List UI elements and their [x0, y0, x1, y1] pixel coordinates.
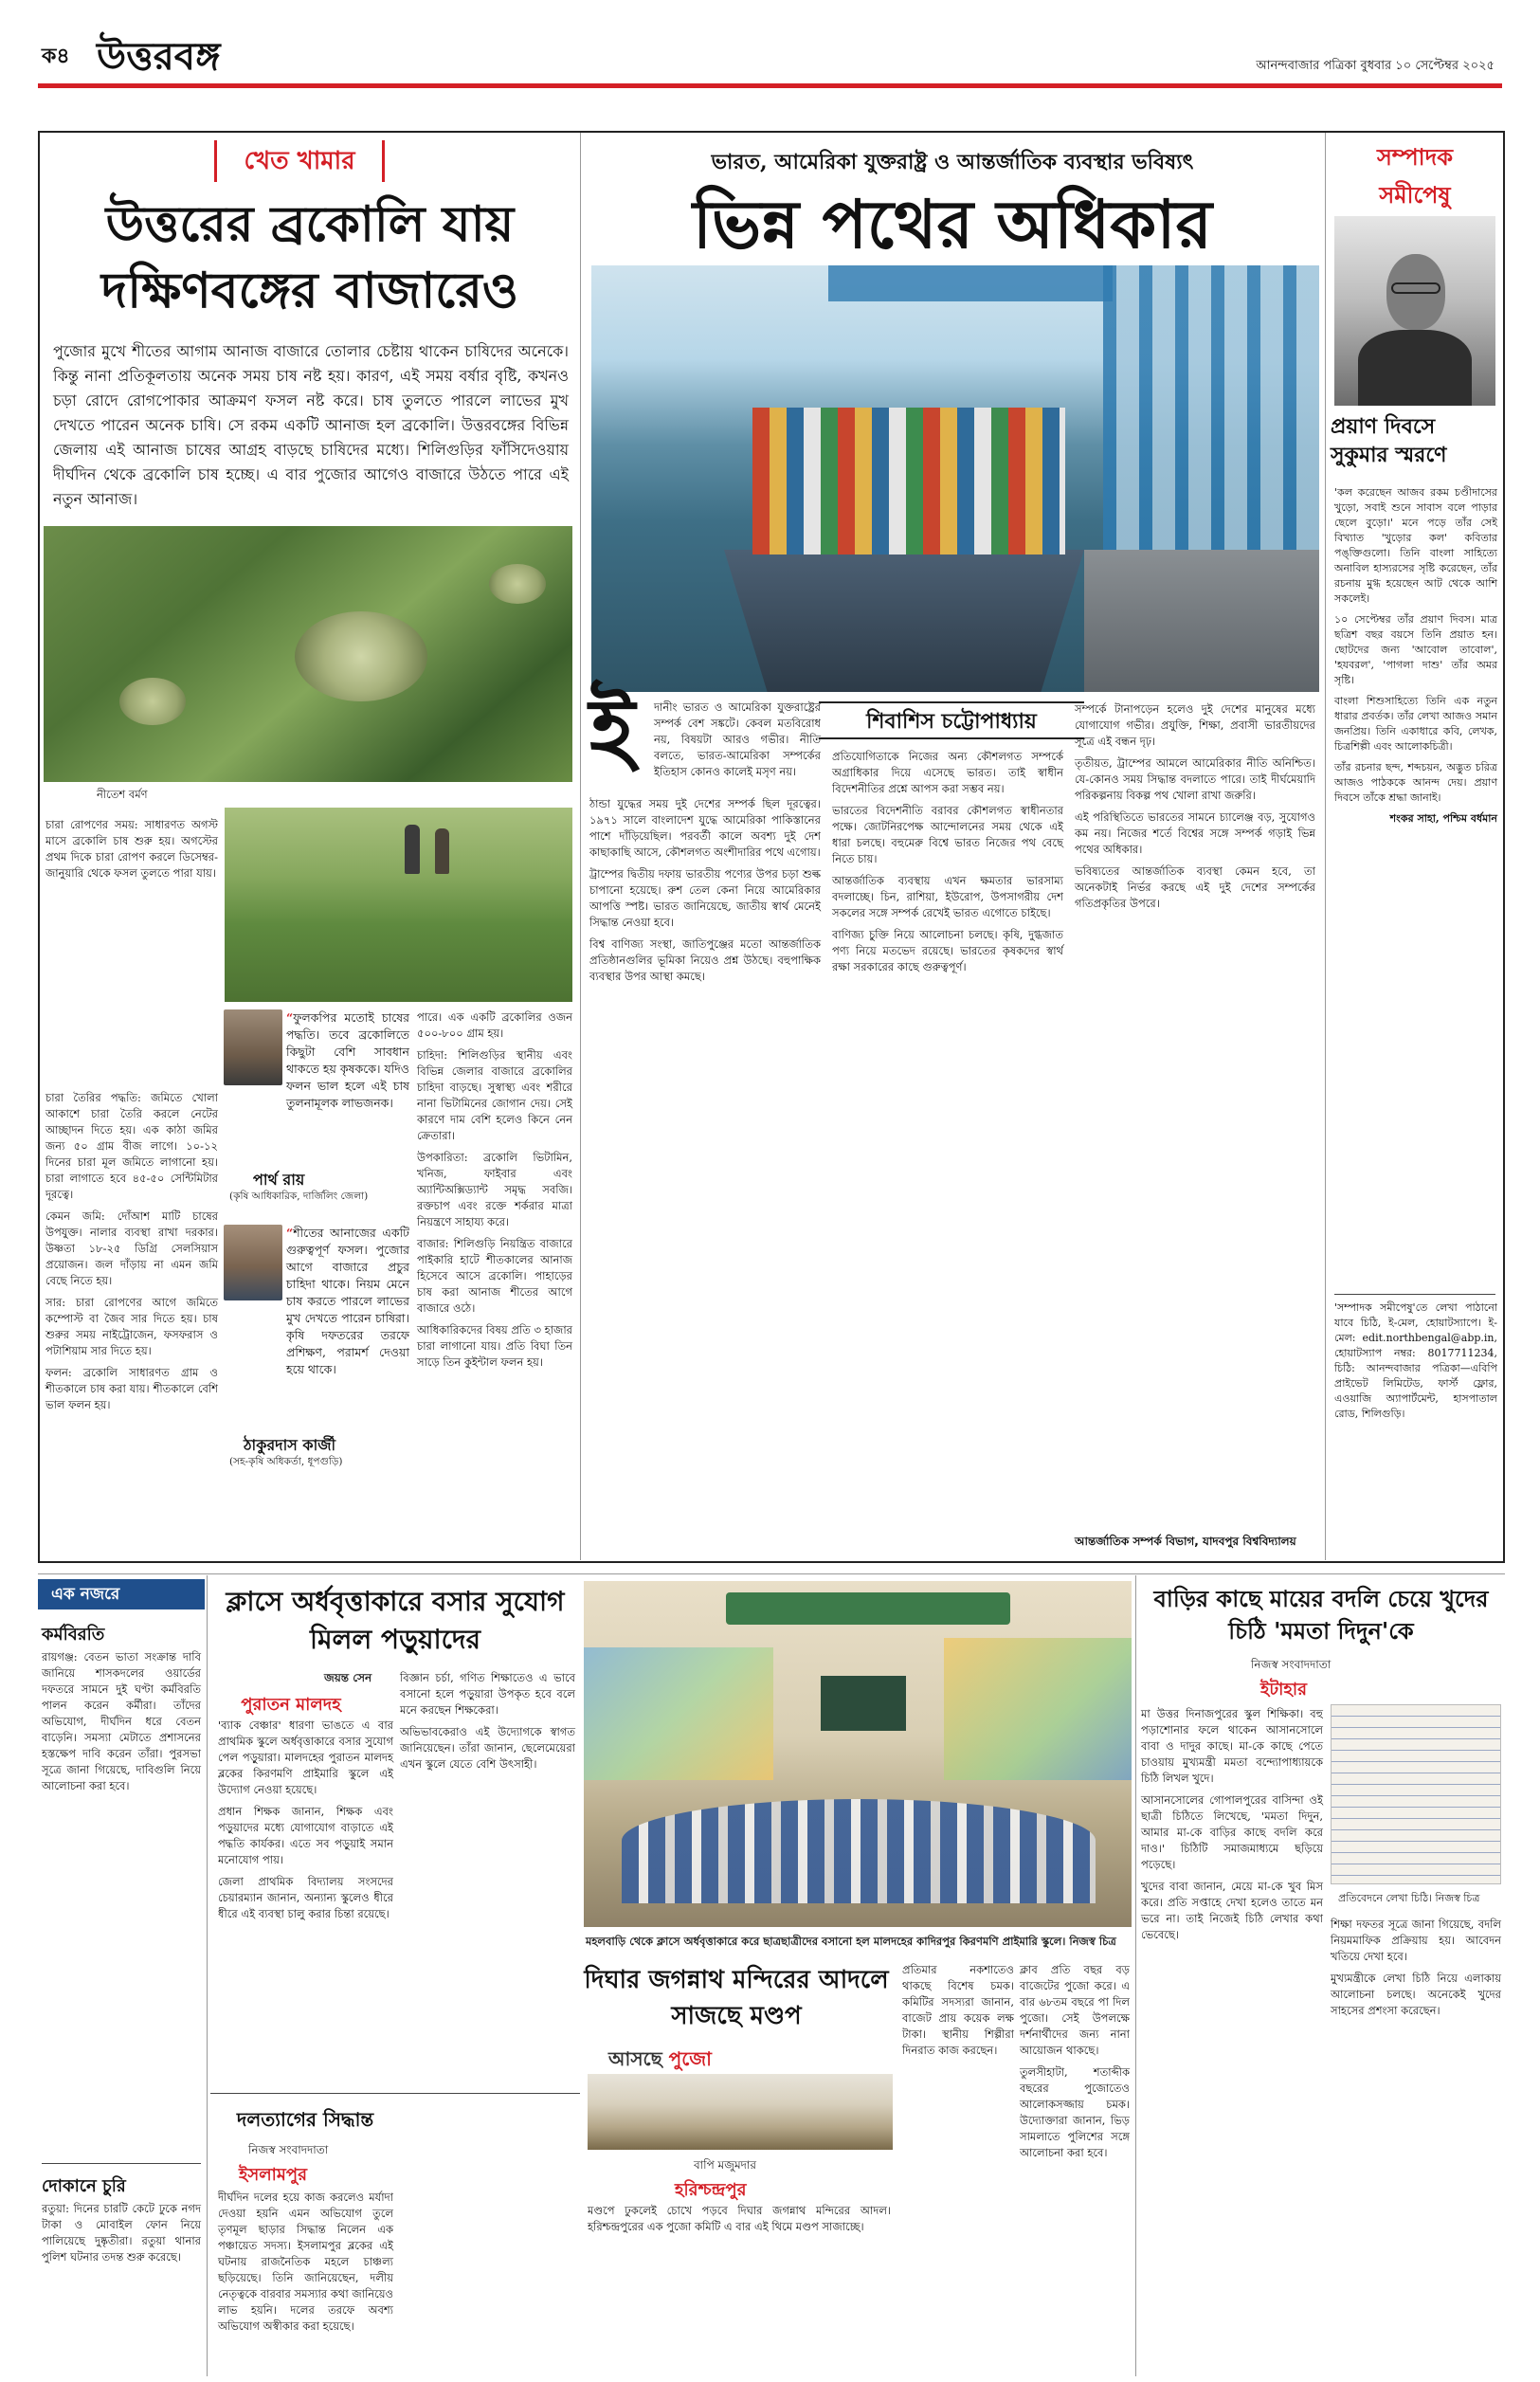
- byline: নিজস্ব সংবাদদাতা: [1251, 1658, 1332, 1671]
- place-tag: হরিশ্চন্দ্রপুর: [675, 2180, 747, 2200]
- editor-body: [1334, 485, 1497, 832]
- column-divider: [207, 1575, 208, 2376]
- paragraph: আধিকারিকদের বিষয় প্রতি ৩ হাজার চারা লাগানো যায়। প্রতি বিঘা তিন সাড়ে তিন কুইন্টাল ফলন হয়।: [417, 1323, 572, 1369]
- headline: ক্লাসে অর্ধবৃত্তাকারে বসার সুযোগ মিলল পড়ুয়াদের: [226, 1586, 565, 1655]
- dropcap: ই: [589, 679, 635, 781]
- paragraph: বাংলা শিশুসাহিত্যে তিনি এক নতুন ধারার প্রবর্তক। তাঁর লেখা আজও সমান জনপ্রিয়। তিনি একাধারে কবি, লেখক, চিত্রশিল্পী এবং আলোকচিত্রী।: [1334, 695, 1497, 753]
- handwritten-letter-photo: [1331, 1704, 1501, 1884]
- editor-headline: প্রয়াণ দিবসে সুকুমার স্মরণে: [1331, 414, 1447, 467]
- paragraph: 'ব্যাক বেঞ্চার' ধারণা ভাঙতে এ বার প্রাথমিক স্কুলে অর্ধবৃত্তাকারে বসার সুযোগ পেল পড়ুয়ারা। মালদহের পুরাতন মালদহ ব্লকের কিরণমণি প্রাইমারি স্কুলে এই উদ্যোগ নেওয়া হয়েছে।: [218, 1718, 393, 1796]
- paragraph: তুলসীহাটা, শতাব্দীক বছরের পুজোতেও আলোকসজ্জায় চমক। উদ্যোক্তারা জানান, ভিড় সামলাতে পুলিশের সঙ্গে আলোচনা করা হবে।: [1020, 2065, 1130, 2159]
- farmer-figure: [435, 828, 449, 874]
- jagannath-col3: [1020, 1962, 1130, 2167]
- ek-najare-label-text: এক নজরে: [51, 1585, 120, 1604]
- trade-col3: [1075, 701, 1315, 918]
- kash-flower-photo: [588, 2074, 893, 2150]
- headline: দিঘার জগন্নাথ মন্দিরের আদলে সাজছে মণ্ডপ: [584, 1966, 889, 2030]
- crane-structure: [828, 265, 1113, 301]
- paragraph: ১০ সেপ্টেম্বর তাঁর প্রয়াণ দিবস। মাত্র ছত্রিশ বছর বয়সে তিনি প্রয়াত হন। ছোটদের জন্য 'আবোল তাবোল', 'হযবরল', 'পাগলা দাশু' তাঁর অমর সৃষ্টি।: [1334, 613, 1497, 686]
- page-number: ক৪: [42, 45, 70, 68]
- paragraph: পারে। এক একটি ব্রকোলির ওজন ৫০০-৮০০ গ্রাম হয়।: [417, 1010, 572, 1040]
- paragraph: ভারতের বিদেশনীতি বরাবর কৌশলগত স্বাধীনতার পক্ষে। জোটনিরপেক্ষ আন্দোলনের সময় থেকে এই ধারা চলছে। বহুমেরু বিশ্বে ভারত নিজের পথ বেছে নিতে চায়।: [832, 804, 1063, 865]
- paragraph: অভিভাবকেরাও এই উদ্যোগকে স্বাগত জানিয়েছেন। তাঁরা জানান, ছেলেমেয়েরা এখন স্কুলে যেতে বেশি উৎসাহী।: [400, 1725, 575, 1771]
- byline: শিবাশিস চট্টোপাধ্যায়: [866, 709, 1037, 734]
- paragraph: আসানসোলের গোপালপুরের বাসিন্দা ওই ছাত্রী চিঠিতে লিখেছে, 'মমতা দিদুন, আমার মা-কে বাড়ির কাছে বদলি করে দাও।' চিঠিটি সমাজমাধ্যমে ছড়িয়ে পড়েছে।: [1141, 1793, 1323, 1871]
- column-divider: [1135, 1575, 1136, 2376]
- paragraph: দানীং ভারত ও আমেরিকা যুক্তরাষ্ট্রের সম্পর্ক বেশ সঙ্কটে। কেবল মতবিরোধ নয়, বিষয়টা আরও গভীর। নীতি বলতে, ভারত-আমেরিকা সম্পর্কের ইতিহাস কোনও কালেই মসৃণ নয়।: [654, 700, 821, 778]
- jagannath-col2: [902, 1962, 1014, 2064]
- party-text: দীর্ঘদিন দলের হয়ে কাজ করলেও মর্যাদা দেওয়া হয়নি এমন অভিযোগ তুলে তৃণমূল ছাড়ার সিদ্ধান্ত নিলেন এক পঞ্চায়েত সদস্য। ইসলামপুর ব্লকের এই ঘটনায় রাজনৈতিক মহলে চাঞ্চল্য ছড়িয়েছে। তিনি জানিয়েছেন, দলীয় নেতৃত্বকে বারবার সমস্যার কথা জানিয়েও লাভ হয়নি। দলের তরফে অবশ্য অভিযোগ অস্বীকার করা হয়েছে।: [218, 2191, 393, 2333]
- quote1: [286, 1009, 409, 1112]
- kicker: ভারত, আমেরিকা যুক্তরাষ্ট্র ও আন্তর্জাতিক ব্যবস্থার ভবিষ্যৎ: [711, 150, 1194, 174]
- aschhe-pujo-tag: [608, 2046, 712, 2077]
- quote2: [286, 1225, 409, 1378]
- editor-contact-divider: [1334, 1294, 1495, 1295]
- paragraph: প্রতিযোগিতাকে নিজের অন্য কৌশলগত সম্পর্কে অগ্রাধিকার দিয়ে এসেছে ভারত। তাই স্বাধীন বিদেশনীতির প্রশ্নে আপস করা সম্ভব নয়।: [832, 750, 1063, 795]
- author-note: আন্তর্জাতিক সম্পর্ক বিভাগ, যাদবপুর বিশ্ববিদ্যালয়: [1075, 1535, 1296, 1548]
- broccoli-head: [119, 678, 186, 725]
- headline: ভিন্ন পথের অধিকার: [692, 185, 1213, 264]
- paragraph: ট্রাম্পের দ্বিতীয় দফায় ভারতীয় পণ্যের উপর চড়া শুল্ক চাপানো হয়েছে। রুশ তেল কেনা নিয়ে আমেরিকার আপত্তি স্পষ্ট। ভারত জানিয়েছে, জাতীয় স্বার্থ মেনেই সিদ্ধান্ত নেওয়া হবে।: [589, 867, 821, 929]
- cargo-ship-photo: [591, 265, 1319, 692]
- trade-col1: [654, 700, 821, 786]
- editor-contact: 'সম্পাদক সমীপেষু'তে লেখা পাঠানো যাবে চিঠি, ই-মেল, হোয়াটস্যাপে। ই-মেল: edit.northbengal@abp.in, হোয়াটস্যাপ নম্বর: 8017711234, চিঠি: আনন্দবাজার পত্রিকা—এবিপি প্রাইভেট লিমিটেড, ফার্স্ট ফ্লোর, এওয়াজি অ্যাপার্টমেন্ট, হাসপাতাল রোড, শিলিগুড়ি।: [1334, 1301, 1497, 1420]
- container-stack: [752, 408, 1065, 555]
- place-tag: ইসলামপুর: [239, 2165, 307, 2185]
- paragraph: মুখ্যমন্ত্রীকে লেখা চিঠি নিয়ে এলাকায় আলোচনা চলছে। অনেকেই খুদের সাহসের প্রশংসা করেছেন।: [1331, 1972, 1501, 2017]
- portrait-body: [1358, 330, 1472, 406]
- jagannath-col1: [588, 2203, 891, 2241]
- quote2-text: শীতের আনাজের একটি গুরুত্বপূর্ণ ফসল। পুজোর আগে বাজারে প্রচুর চাহিদা থাকে। নিয়ম মেনে চাষ করতে পারলে লাভের মুখ দেখতে পারেন চাষিরা। কৃষি দফতরের তরফে প্রশিক্ষণ, পরামর্শ দেওয়া হয়ে থাকে।: [286, 1226, 409, 1376]
- portrait-glasses: [1391, 282, 1440, 294]
- person1-role: (কৃষি আধিকারিক, দার্জিলিং জেলা): [229, 1191, 369, 1202]
- class-story: [210, 1575, 580, 2087]
- paragraph: কেমন জমি: দোঁআশ মাটি চাষের উপযুক্ত। নালার ব্যবস্থা রাখা দরকার। উষ্ণতা ১৮-২৫ ডিগ্রি সেলসিয়াস প্রয়োজন। জল দাঁড়ায় না এমন জমি বেছে নিতে হয়।: [45, 1209, 218, 1287]
- paragraph: এই পরিস্থিতিতে ভারতের সামনে চ্যালেঞ্জ বড়, সুযোগও কম নয়। নিজের শর্তে বিশ্বের সঙ্গে সম্পর্ক গড়াই ভিন্ন পথের অধিকার।: [1075, 810, 1315, 856]
- masthead-red-rule: [38, 83, 1502, 88]
- paragraph: ভবিষ্যতের আন্তর্জাতিক ব্যবস্থা কেমন হবে, তা অনেকটাই নির্ভর করছে এই দুই দেশের সম্পর্কের গতিপ্রকৃতির উপরে।: [1075, 864, 1315, 910]
- person2-photo: [224, 1225, 282, 1300]
- farmer-figure: [405, 825, 420, 874]
- headline: উত্তরের ব্রকোলি যায় দক্ষিণবঙ্গের বাজারেও: [100, 195, 519, 319]
- brief1-text: রায়গঞ্জ: বেতন ভাতা সংক্রান্ত দাবি জানিয়ে শাসকদলের ওয়ার্ডের দফতরে সামনে দুই ঘণ্টা কর্মবিরতি পালন করেন কর্মীরা। তাঁদের অভিযোগ, দীর্ঘদিন ধরে বেতন বাড়েনি। সমস্যা মেটাতে প্রশাসনের হস্তক্ষেপ দাবি করেন তাঁরা। পুরসভা সূত্রে জানা গিয়েছে, দাবিগুলি নিয়ে আলোচনা করা হবে।: [42, 1650, 201, 1792]
- headline: বাড়ির কাছে মায়ের বদলি চেয়ে খুদের চিঠি 'মমতা দিদুন'কে: [1153, 1585, 1489, 1645]
- paragraph: বাণিজ্য চুক্তি নিয়ে আলোচনা চলছে। কৃষি, দুগ্ধজাত পণ্য নিয়ে মতভেদ রয়েছে। ভারতের কৃষকদের স্বার্থ রক্ষা সরকারের কাছে গুরুত্বপূর্ণ।: [832, 928, 1063, 973]
- byline: নিজস্ব সংবাদদাতা: [248, 2143, 329, 2156]
- trade-col2: [832, 749, 1063, 981]
- paragraph: প্রতিমার নকশাতেও থাকছে বিশেষ চমক। কমিটির সদস্যরা জানান, বাজেট প্রায় কয়েক লক্ষ টাকা। স্থানীয় শিল্পীরা দিনরাত কাজ করছেন।: [902, 1963, 1014, 2057]
- editor-letters: [1327, 133, 1503, 1560]
- signoff: শংকর সাহা, পশ্চিম বর্ধমান: [1389, 812, 1497, 825]
- tag-word1: আসছে: [608, 2047, 662, 2070]
- person2-role: (সহ-কৃষি অধিকর্তা, ধূপগুড়ি): [229, 1456, 343, 1467]
- ek-najare-label: [38, 1579, 205, 1609]
- person1-photo: [224, 1009, 282, 1085]
- place-tag: পুরাতন মালদহ: [241, 1695, 341, 1715]
- paragraph: ঠান্ডা যুদ্ধের সময় দুই দেশের সম্পর্ক ছিল দূরত্বের। ১৯৭১ সালে বাংলাদেশ যুদ্ধে আমেরিকা পাকিস্তানের পাশে দাঁড়িয়েছিল। পরবর্তী কালে অবশ্য দুই দেশ কাছাকাছি আসে, কৌশলগত অংশীদারির পথে এগোয়।: [589, 797, 821, 859]
- school-banner: [726, 1592, 1010, 1625]
- paragraph: সম্পর্কে টানাপড়েন হলেও দুই দেশের মানুষের মধ্যে যোগাযোগ গভীর। প্রযুক্তি, শিক্ষা, প্রবাসী ভারতীয়দের সূত্রে এই বন্ধন দৃঢ়।: [1075, 702, 1315, 748]
- broccoli-col3: [417, 1009, 572, 1376]
- byline: বাপি মজুমদার: [694, 2158, 756, 2172]
- editor-title-line1: সম্পাদক: [1376, 143, 1454, 171]
- paragraph: চারা রোপণের সময়: সাধারণত অগস্ট মাসে ব্রকোলি চাষ শুরু হয়। অগস্টের প্রথম দিকে চারা রোপণ করলে ডিসেম্বর-জানুয়ারি থেকে ফসল তুলতে পারা যায়।: [45, 818, 218, 880]
- broccoli-photo: [44, 526, 572, 782]
- kicker-text: খেত খামার: [244, 147, 355, 175]
- letter-story: [1137, 1575, 1505, 2376]
- paragraph: তৃতীয়ত, ট্রাম্পের আমলে আমেরিকার নীতি অনিশ্চিত। যে-কোনও সময় সিদ্ধান্ত বদলাতে পারে। তাই দীর্ঘমেয়াদি পরিকল্পনায় বিকল্প পথ খোলা রাখা জরুরি।: [1075, 756, 1315, 802]
- class-col1: [218, 1718, 393, 1928]
- paragraph: জেলা প্রাথমিক বিদ্যালয় সংসদের চেয়ারম্যান জানান, অন্যান্য স্কুলেও ধীরে ধীরে এই ব্যবস্থা চালু করার চিন্তা রয়েছে।: [218, 1875, 393, 1920]
- paragraph: উপকারিতা: ব্রকোলি ভিটামিন, খনিজ, ফাইবার এবং অ্যান্টিঅক্সিড্যান্ট সমৃদ্ধ সবজি। রক্তচাপ এবং রক্তে শর্করার মাত্রা নিয়ন্ত্রণে সাহায্য করে।: [417, 1151, 572, 1228]
- paragraph: মণ্ডপে ঢুকলেই চোখে পড়বে দিঘার জগন্নাথ মন্দিরের আদল। হরিশ্চন্দ্রপুরের এক পুজো কমিটি এ বার এই থিমে মণ্ডপ সাজাচ্ছে।: [588, 2204, 891, 2233]
- tag-word2: পুজো: [668, 2047, 712, 2070]
- wall-mural: [584, 1647, 773, 1780]
- quay-dock: [1084, 550, 1319, 692]
- party-story: [210, 2093, 580, 2377]
- paragraph: প্রধান শিক্ষক জানান, শিক্ষক এবং পড়ুয়াদের মধ্যে যোগাযোগ বাড়াতে এই পদ্ধতি কার্যকর। এতে সব পড়ুয়াই সমান মনোযোগ পায়।: [218, 1805, 393, 1866]
- editor-title: [1327, 140, 1503, 216]
- ship-hull: [724, 550, 1084, 692]
- sukumar-portrait: [1334, 216, 1495, 406]
- kicker: [214, 140, 385, 182]
- brief2-title: দোকানে চুরি: [42, 2176, 126, 2196]
- quote-mark-icon: “: [286, 1010, 294, 1025]
- paragraph: বিজ্ঞান চর্চা, গণিত শিক্ষাতেও এ ভাবে বসানো হলে পড়ুয়ারা উপকৃত হবে বলে মনে করছেন শিক্ষকেরা।: [400, 1671, 575, 1717]
- editor-title-line2: সমীপেষু: [1379, 181, 1451, 209]
- byline: জয়ন্ত সেন: [324, 1671, 372, 1684]
- place-tag: ইটাহার: [1260, 1680, 1307, 1700]
- column-divider: [1325, 133, 1326, 1560]
- broccoli-head: [489, 564, 546, 604]
- paragraph: বিশ্ব বাণিজ্য সংস্থা, জাতিপুঞ্জের মতো আন্তর্জাতিক প্রতিষ্ঠানগুলির ভূমিকা নিয়েও প্রশ্ন উঠছে। বহুপাক্ষিক ব্যবস্থার উপর আস্থা কমছে।: [589, 937, 821, 983]
- party-divider: [210, 2093, 580, 2094]
- letter-col1: [1141, 1706, 1323, 1949]
- paragraph: ক্লাব প্রতি বছর বড় বাজেটের পুজো করে। এ বার ৬৮তম বছরে পা দিল পুজো। সেই উপলক্ষে দর্শনার্থীদের জন্য নানা আয়োজন থাকছে।: [1020, 1963, 1130, 2057]
- letter-col2: [1331, 1917, 1501, 2025]
- brief2-text: রতুয়া: দিনের চারটি কেটে ঢুকে নগদ টাকা ও মোবাইল ফোন নিয়ে পালিয়েছে দুষ্কৃতীরা। রতুয়া থানার পুলিশ ঘটনার তদন্ত শুরু করেছে।: [42, 2202, 201, 2264]
- paragraph: চারা তৈরির পদ্ধতি: জমিতে খোলা আকাশে চারা তৈরি করলে নেটের আচ্ছাদন দিতে হয়। এক কাঠা জমির জন্য ৫০ গ্রাম বীজ লাগে। ১০-১২ দিনের চারা মূল জমিতে লাগানো হয়। চারা লাগাতে হবে ৪৫-৫০ সেন্টিমিটার দূরত্বে।: [45, 1091, 218, 1201]
- paragraph: ফলন: ব্রকোলি সাধারণত গ্রাম ও শীতকালে চাষ করা যায়। শীতকালে বেশি ভাল ফলন হয়।: [45, 1366, 218, 1411]
- intro: পুজোর মুখে শীতের আগাম আনাজ বাজারে তোলার চেষ্টায় থাকেন চাষিদের অনেকে। কিন্তু নানা প্রতিকূলতায় অনেক সময় চাষ নষ্ট হয়। কারণ, এই সময় বর্ষার বৃষ্টি, কখনও চড়া রোদে রোগপোকার আক্রমণ ফসল নষ্ট করে। চাষ তুলতে পারলে লাভের মুখ দেখতে পারেন অনেক চাষি। সে রকম একটি আনাজ হল ব্রকোলি। উত্তরবঙ্গের বিভিন্ন জেলায় এই আনাজ চাষের আগ্রহ বাড়ছে চাষিদের মধ্যে। শিলিগুড়ির ফাঁসিদেওয়ায় দীর্ঘদিন থেকে ব্রকোলি চাষ হচ্ছে। এ বার পুজোর আগেও বাজারে উঠতে পারে এই নতুন আনাজ।: [53, 342, 569, 508]
- feature-box-right: [1503, 131, 1505, 1562]
- paragraph: সার: চারা রোপণের আগে জমিতে কম্পোস্ট বা জৈব সার দিতে হয়। চাষ শুরুর সময় নাইট্রোজেন, ফসফরাস ও পটাশিয়াম সার দিতে হয়।: [45, 1296, 218, 1357]
- person1-name: পার্থ রায়: [253, 1171, 305, 1189]
- trade-story: [582, 133, 1323, 1560]
- quote-mark-icon: “: [286, 1226, 294, 1240]
- broccoli-head: [295, 611, 427, 701]
- letter-caption: প্রতিবেদনে লেখা চিঠি। নিজস্ব চিত্র: [1338, 1892, 1480, 1904]
- trade-col1-cont: [589, 796, 821, 991]
- photo-byline: নীতেশ বর্মণ: [97, 788, 148, 801]
- ek-najare: [38, 1575, 205, 2376]
- classroom-caption: মহলবাড়ি থেকে ক্লাসে অর্ধবৃত্তাকারে করে ছাত্রছাত্রীদের বসানো হল মালদহের কাদিরপুর কিরণমণি প্রাইমারি স্কুলে। নিজস্ব চিত্র: [586, 1935, 1116, 1948]
- field-photo: [225, 808, 572, 1002]
- dateline: আনন্দবাজার পত্রিকা বুধবার ১০ সেপ্টেম্বর ২০২৫: [1256, 59, 1495, 73]
- person2-name: ঠাকুরদাস কার্জী: [244, 1436, 336, 1454]
- quote1-text: ফুলকপির মতোই চাষের পদ্ধতি। তবে ব্রকোলিতে কিছুটা বেশি সাবধান থাকতে হয় কৃষককে। যদিও ফলন ভাল হলে এই চাষ তুলনামূলক লাভজনক।: [286, 1010, 409, 1110]
- column-divider: [580, 133, 581, 1560]
- class-col2: [400, 1670, 575, 1778]
- brief-divider: [42, 2163, 201, 2164]
- masthead: [0, 0, 1540, 90]
- feature-box-bottom: [38, 1561, 1505, 1563]
- paragraph: আন্তর্জাতিক ব্যবস্থায় এখন ক্ষমতার ভারসাম্য বদলাচ্ছে। চিন, রাশিয়া, ইউরোপ, উপসাগরীয় দেশ সকলের সঙ্গে সম্পর্ক রেখেই ভারত এগোতে চাইছে।: [832, 874, 1063, 919]
- section-title: উত্তরবঙ্গ: [97, 34, 221, 79]
- paragraph: শিক্ষা দফতর সূত্রে জানা গিয়েছে, বদলি নিয়মমাফিক প্রক্রিয়ায় হয়। আবেদন খতিয়ে দেখা হবে।: [1331, 1918, 1501, 1963]
- paragraph: চাহিদা: শিলিগুড়ির স্থানীয় এবং বিভিন্ন জেলার বাজারে ব্রকোলির চাহিদা বাড়ছে। সুস্বাস্থ্য এবং শরীরে নানা ভিটামিনের জোগান দেয়। সেই কারণে দাম বেশি হলেও কিনে নেন ক্রেতারা।: [417, 1048, 572, 1142]
- headline: দলত্যাগের সিদ্ধান্ত: [236, 2108, 374, 2131]
- paragraph: 'কল করেছেন আজব রকম চণ্ডীদাসের খুড়ো, সবাই শুনে সাবাস বলে পাড়ার ছেলে বুড়ো।' মনে পড়ে তাঁর সেই বিখ্যাত 'খুড়োর কল' কবিতার পঙ্‌ক্তিগুলো। তিনি বাংলা সাহিত্যে অনাবিল হাস্যরসের সৃষ্টি করেছেন, তাঁর রচনায় মুগ্ধ হয়েছেন আট থেকে আশি সকলেই।: [1334, 486, 1497, 605]
- chalkboard: [821, 1676, 906, 1731]
- broccoli-col1: [45, 817, 218, 1419]
- byline-box: [819, 701, 1084, 739]
- classroom-photo: [584, 1581, 1132, 1927]
- paragraph: তাঁর রচনার ছন্দ, শব্দচয়ন, অদ্ভুত চরিত্র আজও পাঠককে আনন্দ দেয়। প্রয়াণ দিবসে তাঁকে শ্রদ্ধা জানাই।: [1334, 761, 1497, 804]
- lower-section-top: [38, 1573, 1505, 1574]
- wall-mural: [944, 1638, 1132, 1780]
- students-group: [622, 1799, 1096, 1903]
- paragraph: খুদের বাবা জানান, মেয়ে মা-কে খুব মিস করে। প্রতি সপ্তাহে দেখা হলেও তাতে মন ভরে না। তাই নিজেই চিঠি লেখার কথা ভেবেছে।: [1141, 1880, 1323, 1941]
- jagannath-story: [580, 1958, 1133, 2377]
- brief1-title: কর্মবিরতি: [42, 1625, 105, 1645]
- paragraph: বাজার: শিলিগুড়ি নিয়ন্ত্রিত বাজারে পাইকারি হাটে শীতকালের আনাজ হিসেবে আসে ব্রকোলি। পাহাড়ের চাষ করা আনাজ শীতের আগে বাজারে ওঠে।: [417, 1237, 572, 1315]
- broccoli-story: [40, 133, 578, 1560]
- paragraph: মা উত্তর দিনাজপুরের স্কুল শিক্ষিকা। বহু পড়াশোনার ফলে থাকেন আসানসোলে বাবা ও দাদুর কাছে। মা-কে কাছে পেতে চাওয়ায় মুখ্যমন্ত্রী মমতা বন্দ্যোপাধ্যায়কে চিঠি লিখল খুদে।: [1141, 1707, 1323, 1785]
